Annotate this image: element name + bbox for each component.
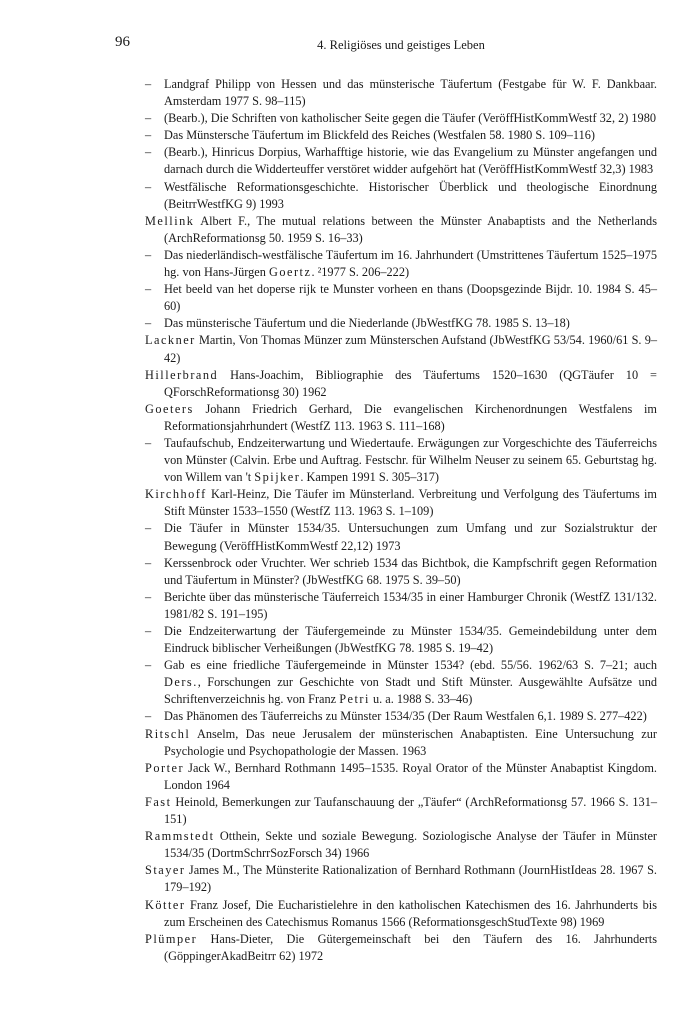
author-name: Kirchhoff <box>145 487 207 502</box>
entry-text: Westfälische Reformationsgeschichte. Historischer Überblick und theologische Einordnung (BeitrrWestfKG 9) 1993 <box>164 179 657 211</box>
author-name: Lackner <box>145 333 196 348</box>
dash-marker: – <box>145 179 152 194</box>
author-name: Ritschl <box>145 726 191 741</box>
entry-text: Karl-Heinz, Die Täufer im Münsterland. Verbreitung und Verfolgung des Täufertums im Stift Münster 1533–1550 (WestfZ 113. 1963 S. 1–109) <box>164 487 657 519</box>
dash-marker: – <box>145 247 152 262</box>
entry-text: Hans-Dieter, Die Gütergemeinschaft bei den Täufern des 16. Jahrhunderts (GöppingerAkadBeitrr 62) 1972 <box>164 931 657 963</box>
bibliography-sub-entry <box>145 110 657 127</box>
bibliography-sub-entry <box>145 708 657 725</box>
entry-text: Het beeld van het doperse rijk te Munster vorheen en thans (Doopsgezinde Bijdr. 10. 1984 S. 45–60) <box>164 282 657 314</box>
bibliography-entry <box>145 760 657 794</box>
bibliography-entry <box>145 332 657 366</box>
bibliography-entry <box>145 794 657 828</box>
bibliography-entry <box>145 726 657 760</box>
entry-text: Das Phänomen des Täuferreichs zu Münster 1534/35 (Der Raum Westfalen 6,1. 1989 S. 277–422) <box>164 709 647 724</box>
entry-text: Albert F., The mutual relations between the Münster Anabaptists and the Netherlands (ArchReformationsg 50. 1959 S. 16–33) <box>164 213 657 245</box>
bibliography-sub-entry <box>145 589 657 623</box>
bibliography-sub-entry <box>145 435 657 486</box>
entry-text-cont: . ²1977 S. 206–222) <box>311 265 410 280</box>
author-name: Fast <box>145 794 172 809</box>
bibliography-sub-entry <box>145 623 657 657</box>
dash-marker: – <box>145 435 152 450</box>
bibliography-sub-entry <box>145 247 657 281</box>
entry-text: Hans-Joachim, Bibliographie des Täufertums 1520–1630 (QGTäufer 10 = QForschReformationsg 30) 1962 <box>164 367 657 399</box>
dash-marker: – <box>145 282 152 297</box>
page-number: 96 <box>115 34 130 50</box>
dash-marker: – <box>145 589 152 604</box>
entry-text: Johann Friedrich Gerhard, Die evangelischen Kirchenordnungen Westfalens im Reformationsjahrhundert (WestfZ 113. 1963 S. 111–168) <box>164 401 657 433</box>
entry-text: Otthein, Sekte und soziale Bewegung. Soziologische Analyse der Täufer in Münster 1534/35 (DortmSchrrSozForsch 34) 1966 <box>164 829 657 861</box>
entry-text: Jack W., Bernhard Rothmann 1495–1535. Royal Orator of the Münster Anabaptist Kingdom. London 1964 <box>164 760 657 792</box>
bibliography-sub-entry <box>145 281 657 315</box>
author-name: Plümper <box>145 931 198 946</box>
entry-text: Die Täufer in Münster 1534/35. Untersuchungen zum Umfang und zur Sozialstruktur der Bewegung (VeröffHistKommWestf 22,12) 1973 <box>164 521 657 553</box>
author-name: Porter <box>145 760 185 775</box>
bibliography-entry <box>145 931 657 965</box>
entry-text: Anselm, Das neue Jerusalem der münsterischen Anabaptisten. Eine Untersuchung zur Psychologie und Psychopathologie der Massen. 1963 <box>164 726 657 758</box>
bibliography-entry <box>145 486 657 520</box>
dash-marker: – <box>145 709 152 724</box>
bibliography-sub-entry <box>145 520 657 554</box>
dash-marker: – <box>145 521 152 536</box>
entry-text: Berichte über das münsterische Täuferreich 1534/35 in einer Hamburger Chronik (WestfZ 131/132. 1981/82 S. 191–195) <box>164 589 657 621</box>
bibliography-entry <box>145 897 657 931</box>
entry-text-cont: u. a. 1988 S. 33–46) <box>369 692 473 707</box>
entry-text: (Bearb.), Hinricus Dorpius, Warhafftige historie, wie das Evangelium zu Münster angefangen und darnach durch die Widderteuffer verstöret widder aufgehört hat (VeröffHistKommWestf 32,3) 1983 <box>164 145 657 177</box>
entry-text: Taufaufschub, Endzeiterwartung und Wiedertaufe. Erwägungen zur Vorgeschichte des Täuferreichs von Münster (Calvin. Erbe und Auftrag. Festschr. für Wilhelm Neuser zu seinem 65. Geburtstag hg. von Willem van 't <box>164 435 657 485</box>
bibliography-sub-entry <box>145 315 657 332</box>
dash-marker: – <box>145 658 152 673</box>
bibliography-entry <box>145 213 657 247</box>
dash-marker: – <box>145 111 152 126</box>
entry-text: Heinold, Bemerkungen zur Taufanschauung der „Täufer“ (ArchReformationsg 57. 1966 S. 131–151) <box>164 794 657 827</box>
bibliography-sub-entry <box>145 127 657 144</box>
bibliography-list <box>145 76 657 965</box>
author-name: Rammstedt <box>145 829 215 844</box>
entry-text: Das Münstersche Täufertum im Blickfeld des Reiches (Westfalen 58. 1980 S. 109–116) <box>164 128 596 143</box>
entry-text-cont: . Kampen 1991 S. 305–317) <box>300 470 439 485</box>
author-name: Hillerbrand <box>145 367 219 382</box>
dash-marker: – <box>145 555 152 570</box>
bibliography-sub-entry <box>145 179 657 213</box>
entry-text: James M., The Münsterite Rationalization of Bernhard Rothmann (JournHistIdeas 28. 1967 S. 179–192) <box>164 863 657 895</box>
entry-text: Die Endzeiterwartung der Täufergemeinde zu Münster 1534/35. Gemeindebildung unter dem Eindruck biblischer Verheißungen (JbWestfKG 78. 1985 S. 19–42) <box>164 624 657 656</box>
running-head: 4. Religiöses und geistiges Leben <box>317 38 485 52</box>
bibliography-entry <box>145 828 657 862</box>
entry-text: Martin, Von Thomas Münzer zum Münsterschen Aufstand (JbWestfKG 53/54. 1960/61 S. 9–42) <box>164 333 657 365</box>
dash-marker: – <box>145 128 152 143</box>
author-name: Goeters <box>145 401 194 416</box>
spaced-name: Petri <box>339 692 370 707</box>
entry-text: Gab es eine friedliche Täufergemeinde in Münster 1534? (ebd. 55/56. 1962/63 S. 7–21; auch <box>164 658 657 673</box>
author-name: Stayer <box>145 863 186 878</box>
bibliography-sub-entry <box>145 144 657 178</box>
author-name: Kötter <box>145 897 186 912</box>
spaced-name: Goertz <box>268 265 312 280</box>
dash-marker: – <box>145 624 152 638</box>
bibliography-entry <box>145 367 657 401</box>
page-header <box>115 34 657 60</box>
bibliography-entry <box>145 862 657 896</box>
dash-marker: – <box>145 145 152 160</box>
bibliography-sub-entry <box>145 555 657 589</box>
entry-text: Franz Josef, Die Eucharistielehre in den katholischen Katechismen des 16. Jahrhunderts bis zum Erscheinen des Catechismus Romanus 1566 (ReformationsgeschStudTexte 98) 1969 <box>164 897 657 929</box>
dash-marker: – <box>145 77 152 91</box>
spaced-name: Spijker <box>254 470 301 485</box>
bibliography-sub-entry <box>145 76 657 110</box>
entry-text: Das münsterische Täufertum und die Niederlande (JbWestfKG 78. 1985 S. 13–18) <box>164 316 570 331</box>
author-name: Mellink <box>145 213 195 228</box>
spaced-name: Ders. <box>164 675 198 690</box>
bibliography-entry <box>145 401 657 435</box>
entry-text: Kerssenbrock oder Vruchter. Wer schrieb 1534 das Bichtbok, die Kampfschrift gegen Reformation und Täufertum in Münster? (JbWestfKG 68. 1975 S. 39–50) <box>164 555 657 587</box>
entry-text: (Bearb.), Die Schriften von katholischer Seite gegen die Täufer (VeröffHistKommWestf 32, 2) 1980 <box>164 111 657 126</box>
dash-marker: – <box>145 316 152 331</box>
entry-text: Landgraf Philipp von Hessen und das münsterische Täufertum (Festgabe für W. F. Dankbaar. Amsterdam 1977 S. 98–115) <box>164 77 657 109</box>
entry-text-cont: , Forschungen zur Geschichte von Stadt und Stift Münster. Ausgewählte Aufsätze und Schriftenverzeichnis hg. von Franz <box>164 675 657 707</box>
bibliography-sub-entry <box>145 657 657 708</box>
entry-text: Das niederländisch-westfälische Täufertum im 16. Jahrhundert (Umstrittenes Täufertum 1525–1975 hg. von Hans-Jürgen <box>164 247 657 280</box>
